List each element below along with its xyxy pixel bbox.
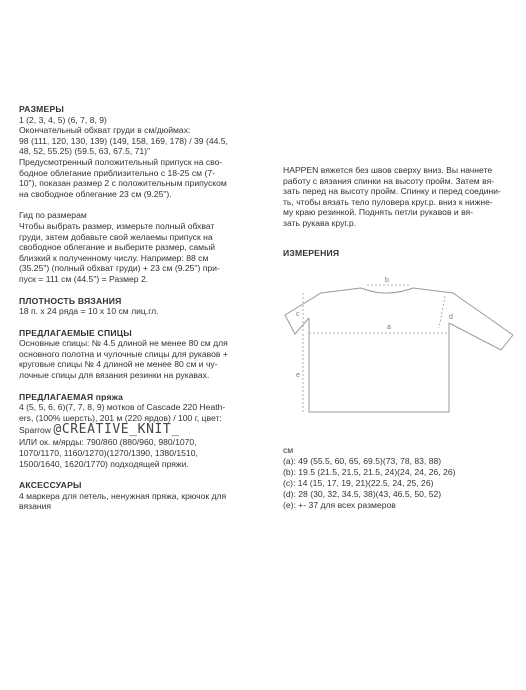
measurement-line: (d): 28 (30, 32, 34.5, 38)(43, 46.5, 50, 52) <box>283 488 442 499</box>
intro-line: HAPPEN вяжется без швов сверху вниз. Вы начнете <box>283 165 493 175</box>
measurement-line: (e): +- 37 для всех размеров <box>283 499 396 510</box>
sizes-line: 1 (2, 3, 4, 5) (6, 7, 8, 9) <box>19 114 107 125</box>
notions-section <box>19 480 259 512</box>
label-a: a <box>387 324 391 331</box>
label-c: c <box>296 311 300 318</box>
sizes-section <box>19 104 259 199</box>
yarn-color-name: Sparrow <box>19 425 51 436</box>
gauge-heading: ПЛОТНОСТЬ ВЯЗАНИЯ <box>19 295 122 306</box>
yarn-line: 4 (5, 5, 6, 6)(7, 7, 8, 9) мотков of Cascade 220 Heath- <box>19 402 226 413</box>
measurements-list <box>283 445 511 510</box>
yarn-line: ers, (100% шерсть), 201 м (220 ярдов) / 100 г, цвет: <box>19 412 222 423</box>
needles-line: основного полотна и чулочные спицы для рукавов + <box>19 348 228 359</box>
needles-heading: ПРЕДЛАГАЕМЫЕ СПИЦЫ <box>19 327 132 338</box>
label-e: e <box>296 372 300 379</box>
size-guide-line: (35.25") (полный обхват груди) + 23 см (9.25") при- <box>19 263 220 274</box>
measurements-unit: см <box>283 445 294 455</box>
yarn-line: 1500/1640, 1620/1770) подходящей пряжи. <box>19 458 189 469</box>
measure-lines <box>303 285 449 412</box>
needles-section <box>19 328 259 381</box>
intro-line: работу с вязания спинки на высоту пройм. Затем вя- <box>283 175 495 186</box>
sweater-schematic <box>283 274 513 424</box>
needles-line: лочные спицы для вязания резинки на рукавах. <box>19 370 210 381</box>
yarn-heading: ПРЕДЛАГАЕМАЯ пряжа <box>19 391 124 402</box>
size-guide-line: Чтобы выбрать размер, измерьте полный обхват <box>19 220 215 231</box>
needles-line: Основные спицы: № 4.5 длиной не менее 80 см для <box>19 338 228 349</box>
yarn-color-line <box>19 423 259 437</box>
sizes-line: 10"), показан размер 2 с положительным припуском <box>19 178 227 189</box>
intro-line: зать перед на высоту пройм. Спинку и перед соедини- <box>283 186 501 197</box>
size-guide-line: свободное облегание и выберите размер, самый <box>19 242 216 253</box>
measurement-line: (b): 19.5 (21.5, 21.5, 21.5, 24)(24, 24, 26, 26) <box>283 466 456 477</box>
sizes-line: Окончательный обхват груди в см/дюймах: <box>19 125 191 136</box>
left-column <box>19 104 259 523</box>
watermark: @CREATIVE_KNIT_ <box>53 422 180 438</box>
intro-section <box>283 165 511 258</box>
sweater-outline <box>285 288 513 412</box>
neckline <box>361 288 413 293</box>
needles-line: круговые спицы № 4 длиной не менее 80 см и чу- <box>19 359 218 370</box>
right-sleeve <box>413 288 513 350</box>
measure-line-d <box>439 296 445 328</box>
body-outline <box>309 318 449 412</box>
measurement-line: (а): 49 (55.5, 60, 65, 69.5)(73, 78, 83, 88) <box>283 455 442 466</box>
sizes-line: 48, 52, 55.25) (59.5, 63, 67.5, 71)" <box>19 146 151 157</box>
sizes-line: бодное облегание приблизительно с 18-25 см (7- <box>19 167 215 178</box>
size-guide-line: близкий к полученному числу. Например: 88 см <box>19 252 209 263</box>
label-b: b <box>385 277 389 284</box>
yarn-section <box>19 392 259 470</box>
measurement-line: (c): 14 (15, 17, 19, 21)(22.5, 24, 25, 26) <box>283 477 434 488</box>
notions-line: 4 маркера для петель, ненужная пряжа, крючок для <box>19 490 227 501</box>
size-guide-line: пуск = 111 см (44.5") = Размер 2. <box>19 273 149 284</box>
intro-line: му краю резинкой. Поднять петли рукавов и вя- <box>283 207 474 218</box>
size-guide-heading: Гид по размерам <box>19 210 87 221</box>
sizes-line: Предусмотренный положительный припуск на сво- <box>19 156 223 167</box>
yarn-line: ИЛИ ок. м/ярды: 790/860 (880/960, 980/1070, <box>19 437 197 448</box>
gauge-line: 18 п. х 24 ряда = 10 х 10 см лиц.гл. <box>19 306 159 317</box>
sizes-line: на свободное облегание 23 см (9.25"). <box>19 188 172 199</box>
sizes-line: 98 (111, 120, 130, 139) (149, 158, 169, 178) / 39 (44.5, <box>19 135 228 146</box>
label-d: d <box>449 314 453 321</box>
notions-line: вязания <box>19 501 52 512</box>
sizes-heading: РАЗМЕРЫ <box>19 104 65 114</box>
intro-line: зать рукава круг.р. <box>283 217 357 228</box>
gauge-section <box>19 296 259 317</box>
intro-line: ть, чтобы вязать тело пуловера круг.р. вниз к нижне- <box>283 196 493 207</box>
yarn-line: 1070/1170, 1160/1270)(1270/1390, 1380/1510, <box>19 448 198 459</box>
notions-heading: АКСЕССУАРЫ <box>19 480 82 491</box>
size-guide-line: груди, затем добавьте свой желаемы припуск на <box>19 231 213 242</box>
size-guide-section <box>19 210 259 284</box>
measurements-heading: ИЗМЕРЕНИЯ <box>283 247 340 258</box>
